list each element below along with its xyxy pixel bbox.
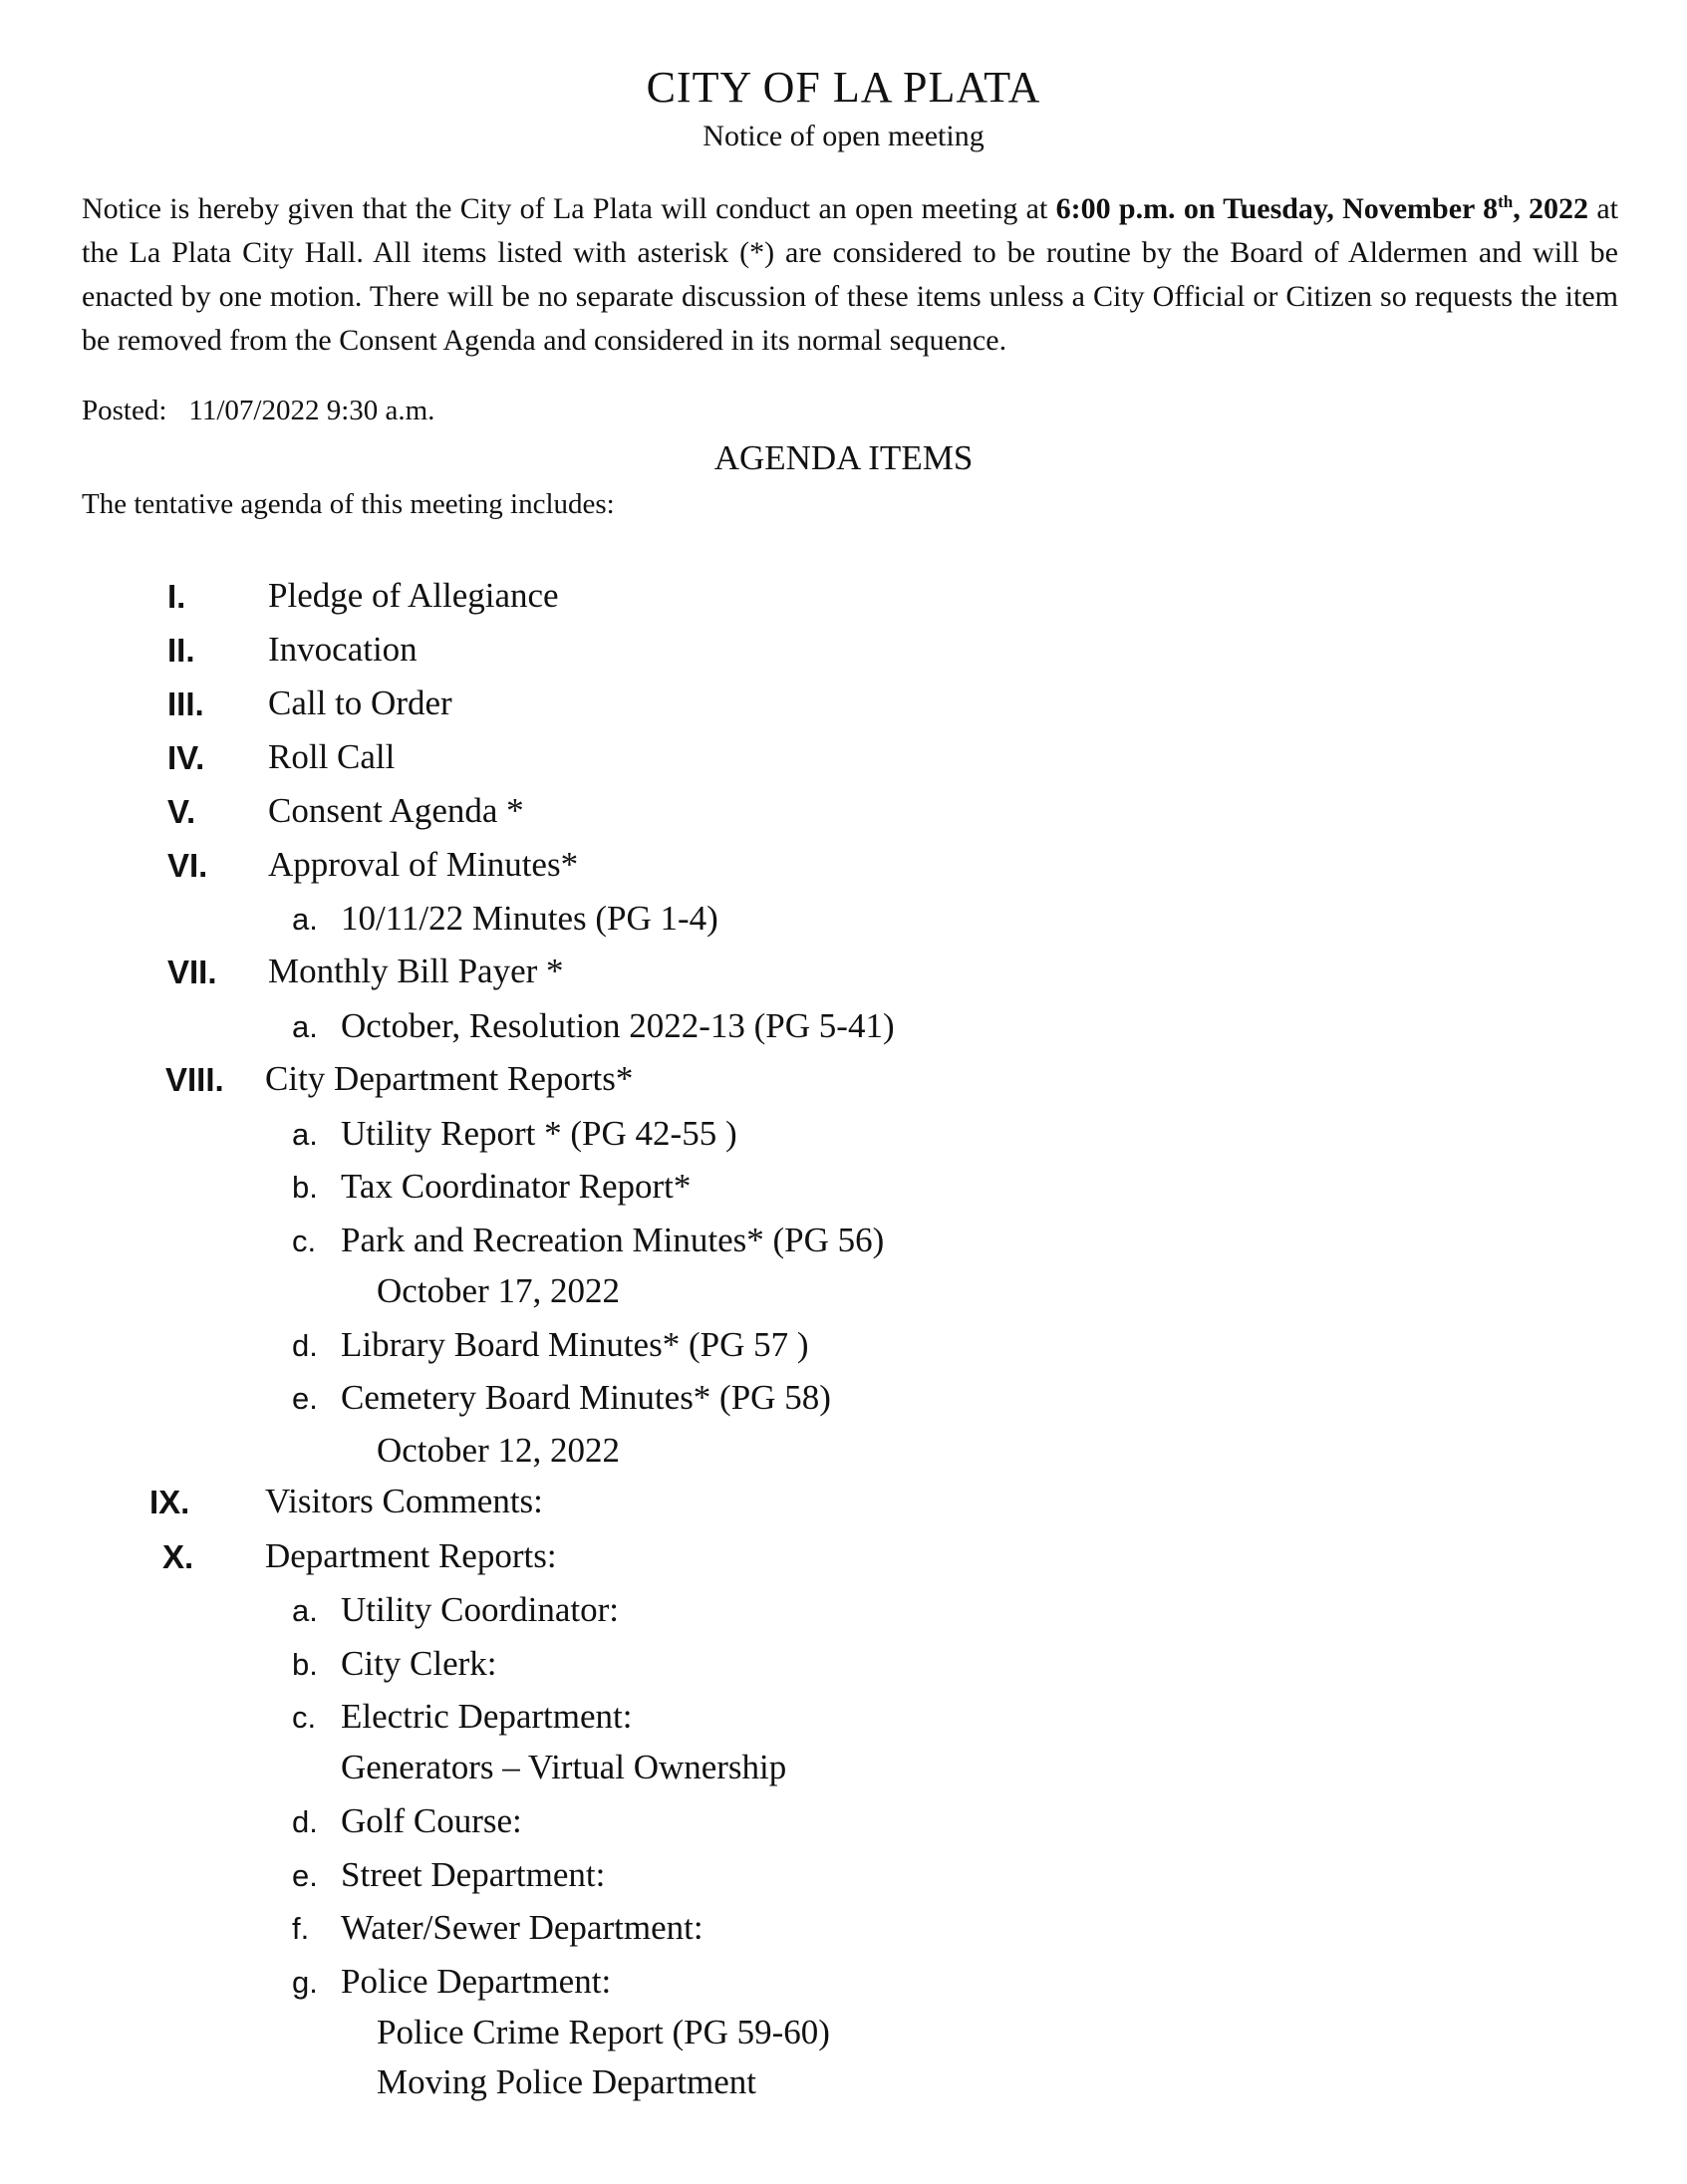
agenda-subitem-letter: a. [292,1117,318,1152]
agenda-item-text: Pledge of Allegiance [268,576,559,615]
agenda-subitem-letter: e. [292,1381,318,1416]
agenda-subitem-letter: b. [292,1170,318,1205]
agenda-subitem-text: Library Board Minutes* (PG 57 ) [341,1325,809,1364]
agenda-subitem-letter: f. [292,1911,310,1946]
agenda-item-numeral: VII. [167,954,217,990]
agenda-item-text: Call to Order [268,683,452,722]
agenda-subitem-text: City Clerk: [341,1644,497,1683]
agenda-item-numeral: IV. [167,739,205,776]
agenda-intro: The tentative agenda of this meeting includes: [82,488,615,520]
notice-year: , 2022 [1513,192,1589,225]
notice-ordinal: th [1498,192,1514,211]
agenda-subitem-text: Park and Recreation Minutes* (PG 56) [341,1221,885,1259]
agenda-subitem-text: Utility Report * (PG 42-55 ) [341,1114,737,1153]
agenda-item-text: Consent Agenda * [268,791,524,830]
notice-time-day: 6:00 p.m. on Tuesday, November 8 [1055,192,1499,225]
agenda-item-numeral: X. [162,1538,194,1575]
agenda-item-numeral: II. [167,632,195,669]
agenda-subitem-letter: a. [292,1009,318,1044]
agenda-subitem-letter: d. [292,1804,318,1839]
agenda-subitem-text: Cemetery Board Minutes* (PG 58) [341,1378,831,1417]
agenda-subitem-text: 10/11/22 Minutes (PG 1-4) [341,899,718,938]
agenda-continuation-text: October 12, 2022 [377,1431,620,1470]
notice-intro: Notice is hereby given that the City of La Plata will conduct an open meeting at [82,192,1056,225]
agenda-item-numeral: I. [167,578,186,615]
agenda-subitem-letter: c. [292,1700,317,1735]
notice-body: at the La Plata City Hall. All items listed with asterisk (*) are considered to be routine by the Board of Aldermen and will be enacted by one motion. There will be no separate discussion of these items unless a City Official or Citizen so requests the item be removed from the Consent Agenda and considered in its normal sequence. [82,192,1619,357]
agenda-item-text: Visitors Comments: [265,1482,543,1520]
agenda-subitem-letter: c. [292,1224,317,1258]
agenda-subitem-text: Police Department: [341,1962,612,2001]
agenda-item-text: Roll Call [268,737,396,776]
agenda-subitem-text: Utility Coordinator: [341,1590,620,1629]
agenda-subitem-letter: a. [292,1593,318,1628]
agenda-item-text: Department Reports: [265,1536,557,1575]
agenda-subitem-letter: e. [292,1858,318,1893]
agenda-subitem-text: Street Department: [341,1855,606,1894]
agenda-continuation-text: October 17, 2022 [377,1271,620,1310]
agenda-item-text: Invocation [268,630,418,669]
posted-value: 11/07/2022 9:30 a.m. [188,395,435,426]
agenda-continuation-text: Generators – Virtual Ownership [341,1748,787,1786]
posted-label: Posted: [82,395,167,426]
agenda-item-numeral: VIII. [165,1061,224,1098]
agenda-subitem-text: Tax Coordinator Report* [341,1167,692,1206]
agenda-subitem-text: October, Resolution 2022-13 (PG 5-41) [341,1006,895,1045]
page-title: CITY OF LA PLATA [646,63,1041,112]
page-subtitle: Notice of open meeting [703,120,984,152]
agenda-item-text: City Department Reports* [265,1059,634,1098]
agenda-continuation-text: Moving Police Department [377,2062,757,2101]
agenda-item-numeral: IX. [149,1484,190,1520]
agenda-item-numeral: VI. [167,847,208,884]
agenda-subitem-letter: b. [292,1647,318,1682]
agenda-heading: AGENDA ITEMS [713,438,974,477]
agenda-subitem-text: Electric Department: [341,1697,633,1736]
agenda-subitem-text: Golf Course: [341,1801,522,1840]
agenda-continuation-text: Police Crime Report (PG 59-60) [377,2013,830,2051]
agenda-subitem-letter: a. [292,902,318,937]
agenda-item-numeral: III. [167,685,204,722]
agenda-item-text: Approval of Minutes* [268,845,579,884]
agenda-subitem-letter: d. [292,1328,318,1363]
agenda-item-numeral: V. [167,793,196,830]
agenda-subitem-letter: g. [292,1965,318,2000]
agenda-subitem-text: Water/Sewer Department: [341,1908,703,1947]
agenda-item-text: Monthly Bill Payer * [268,952,564,990]
